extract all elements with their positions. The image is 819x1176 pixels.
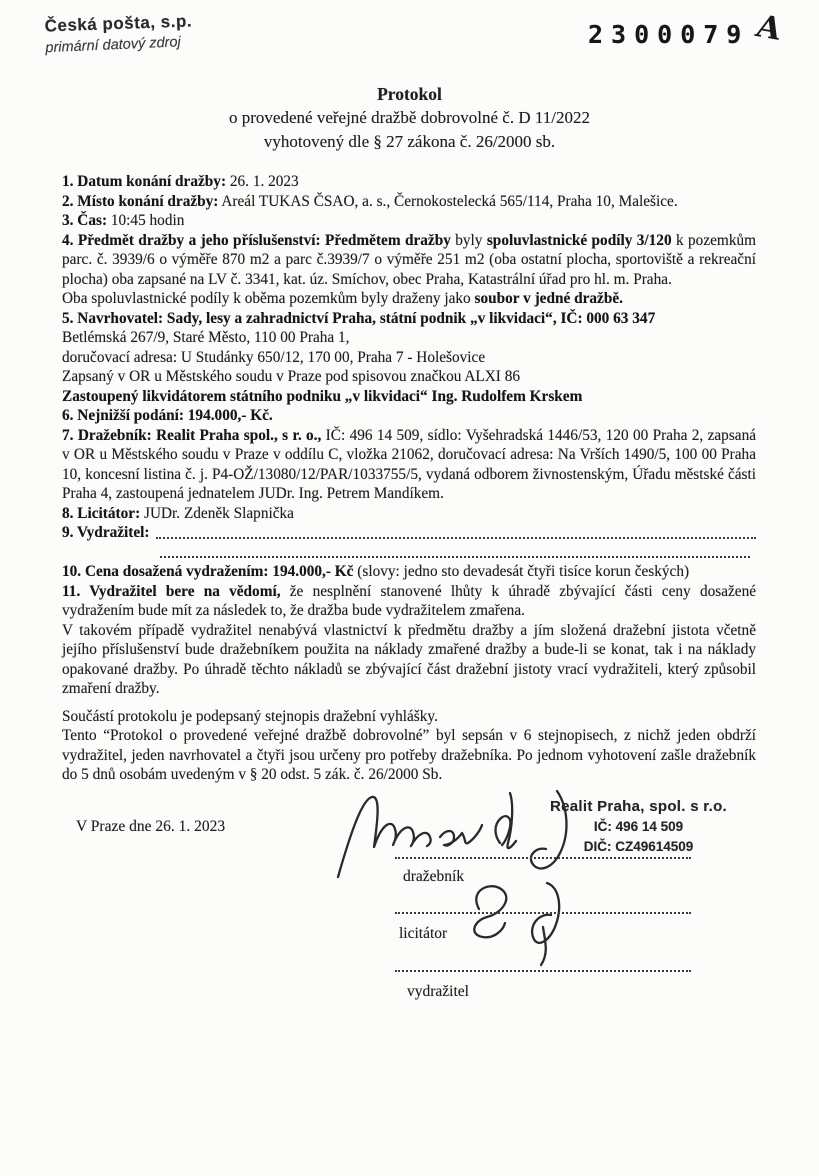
closing-paragraph-1: Součástí protokolu je podepsaný stejnopis dražební vyhlášky. xyxy=(62,707,438,725)
handwritten-signature-licitator xyxy=(457,879,632,969)
protocol-item-9 xyxy=(62,523,756,543)
sender-block xyxy=(44,11,193,55)
signature-line-drazebnik xyxy=(395,857,691,859)
stamp-ic: IČ: 496 14 509 xyxy=(593,818,684,834)
role-label-drazebnik: dražebník xyxy=(403,867,465,885)
item-9-label: 9. Vydražitel: xyxy=(62,524,150,541)
protocol-item-4b: Oba spoluvlastnické podíly k oběma pozemkům byly draženy jako soubor v jedné dražbě. xyxy=(62,290,623,307)
document-title-block xyxy=(0,82,819,154)
role-label-licitator: licitátor xyxy=(399,924,448,942)
title-line-3: vyhotovený dle § 27 zákona č. 26/2000 sb. xyxy=(263,132,556,151)
protocol-item-4: 4. Předmět dražby a jeho příslušenství: Předmětem dražby byly spoluvlastnické podíly 3/120 k pozemkům parc. č. 3939/6 o výměře 870 m2 a parc č.3939/7 o výměře 251 m2 (oba ostatní plocha, sportoviště a rekreační plocha) oba zapsané na LV č. 3341, kat. úz. Smíchov, obec Praha, Katastrální úřad pro hl. m. Praha. xyxy=(62,231,757,288)
stamp-company-name: Realit Praha, spol. s r.o. xyxy=(549,797,728,815)
document-number-stamp: 2300079 xyxy=(588,20,750,49)
protocol-item-2: 2. Místo konání dražby: Areál TUKAS ČSAO, a. s., Černokostelecká 565/114, Praha 10, Malešice. xyxy=(62,192,678,210)
document-body xyxy=(62,172,756,1039)
signature-line-vydrazitel xyxy=(395,970,691,972)
protocol-item-1: 1. Datum konání dražby: 26. 1. 2023 xyxy=(62,173,299,190)
protocol-item-11: 11. Vydražitel bere na vědomí, že nesplnění stanovené lhůty k úhradě zbývající části ceny dosažené vydražením bude mít za následek to, že dražba bude vydražitelem zmařena. xyxy=(62,582,757,619)
fill-in-dotted-line xyxy=(156,537,756,539)
protocol-item-7: 7. Dražebník: Realit Praha spol., s r. o., IČ: 496 14 509, sídlo: Vyšehradská 1446/53, 120 00 Praha 2, zapsaná v OR u Městského soudu v Praze v oddílu C, vložka 21062, doručovací adresa: Na Vrších 1490/5, 100 00 Praha 10, koncesní listina č. j. P4-OŽ/13080/12/PAR/1033755/5, vydaná odborem živnostenským, Úřadu městské části Praha 4, zastoupená jednatelem JUDr. Ing. Petrem Mandíkem. xyxy=(62,426,757,502)
protocol-item-5e: Zastoupený likvidátorem státního podniku „v likvidaci“ Ing. Rudolfem Krskem xyxy=(62,387,583,405)
stamp-dic: DIČ: CZ49614509 xyxy=(583,838,694,854)
sender-org-subtitle: primární datový zdroj xyxy=(45,34,182,57)
protocol-item-11b: V takovém případě vydražitel nenabývá vlastnictví k předmětu dražby a jím složená dražební jistota včetně jejího příslušenství bude dražebníkem použita na náklady zmařené dražby a bude-li se konat, tak i na náklady opakované dražby. Po úhradě těchto nákladů se zbývající část dražební jistoty vrací vydražiteli, který způsobil zmaření dražby. xyxy=(62,621,756,697)
fill-in-dotted-line-2 xyxy=(62,543,756,563)
role-label-vydrazitel: vydražitel xyxy=(407,982,469,1000)
handwritten-letter-a: A xyxy=(752,8,786,48)
place-and-date: V Praze dne 26. 1. 2023 xyxy=(76,817,226,835)
protocol-item-6: 6. Nejnižší podání: 194.000,- Kč. xyxy=(62,407,273,424)
protocol-item-5c: doručovací adresa: U Studánky 650/12, 170 00, Praha 7 - Holešovice xyxy=(62,348,486,366)
protocol-item-5: 5. Navrhovatel: Sady, lesy a zahradnictví Praha, státní podnik „v likvidaci“, IČ: 000 63 347 xyxy=(62,309,656,327)
dotted-rule xyxy=(160,556,750,558)
title-line-2: o provedené veřejné dražbě dobrovolné č. D 11/2022 xyxy=(229,108,590,127)
sender-org-name: Česká pošta, s.p. xyxy=(44,11,193,36)
protocol-item-5d: Zapsaný v OR u Městského soudu v Praze pod spisovou značkou ALXI 86 xyxy=(62,368,520,385)
protocol-item-3: 3. Čas: 10:45 hodin xyxy=(62,212,185,229)
protocol-item-10: 10. Cena dosažená vydražením: 194.000,- Kč (slovy: jedno sto devadesát čtyři tisíce korun českých) xyxy=(62,563,690,580)
title-line-1: Protokol xyxy=(377,84,442,104)
signature-section xyxy=(62,799,756,1039)
signature-line-licitator xyxy=(395,912,691,914)
protocol-item-8: 8. Licitátor: JUDr. Zdeněk Slapnička xyxy=(62,504,294,522)
closing-paragraph-2: Tento “Protokol o provedené veřejné dražbě dobrovolné” byl sepsán v 6 stejnopisech, z nichž jeden obdrží vydražitel, jeden navrhovatel a čtyři jsou určeny pro potřeby dražebníka. Po jednom vyhotovení zašle dražebník do 5 dnů osobám uvedeným v § 20 odst. 5 zák. č. 26/2000 Sb. xyxy=(62,727,756,783)
protocol-item-5b: Betlémská 267/9, Staré Město, 110 00 Praha 1, xyxy=(62,329,350,346)
